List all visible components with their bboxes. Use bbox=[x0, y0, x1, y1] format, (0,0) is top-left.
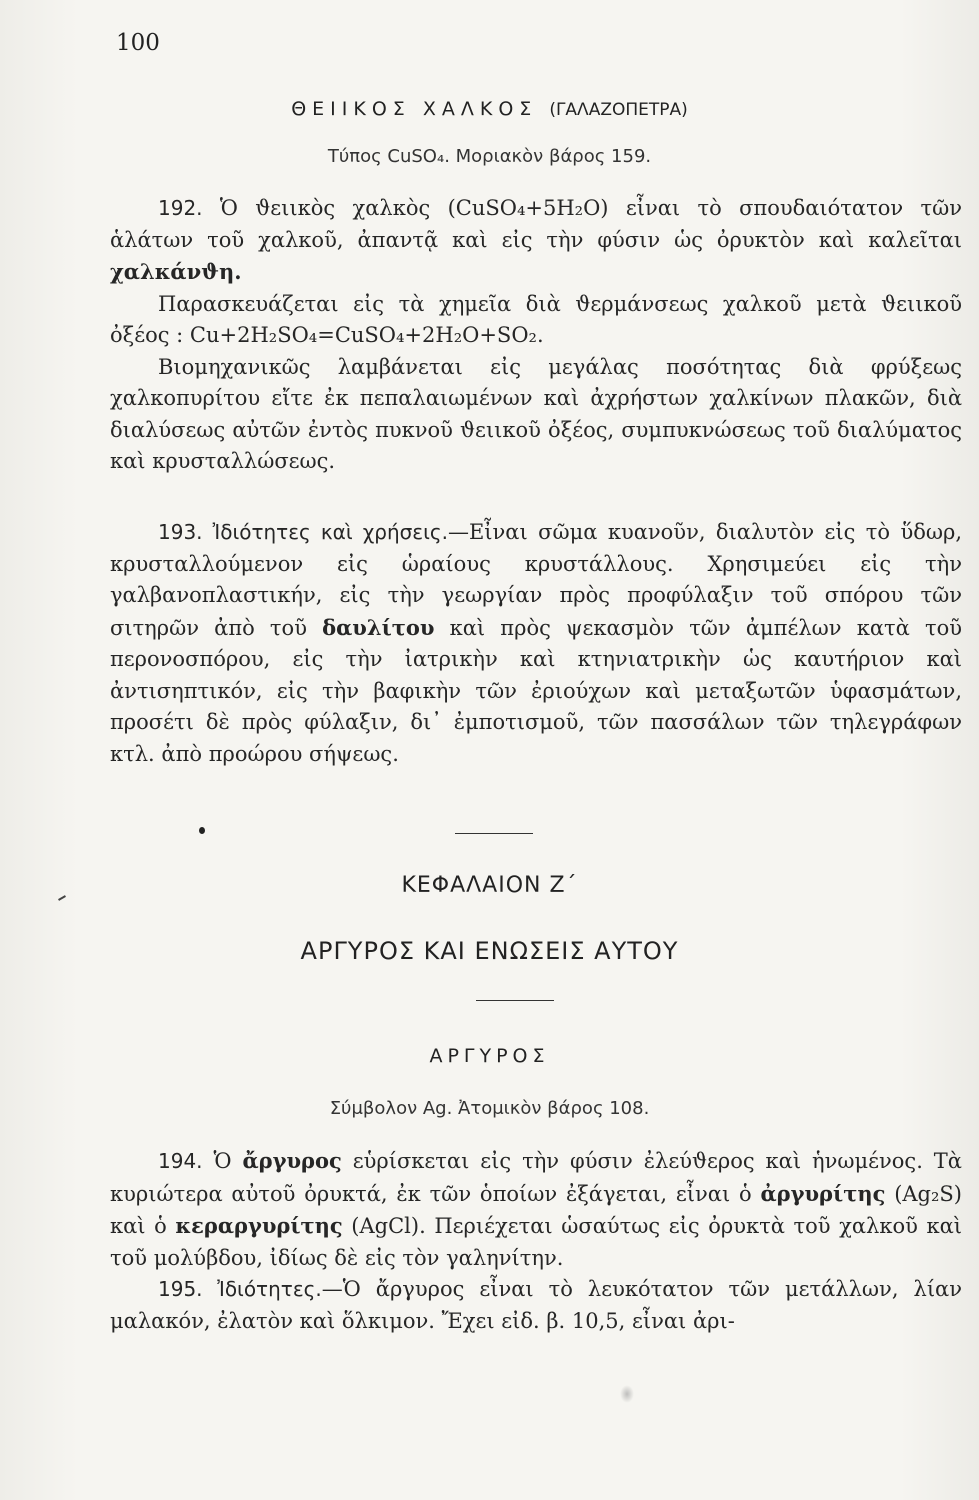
bold-term: κεραργυρίτης bbox=[175, 1213, 343, 1238]
subsection-title: ΑΡΓΥΡΟΣ bbox=[429, 1045, 550, 1067]
text: (Ag₂S) καὶ ὁ bbox=[110, 1181, 962, 1238]
bold-term: ἄργυρος bbox=[242, 1148, 342, 1173]
paragraph-193 bbox=[110, 517, 962, 770]
divider-rule bbox=[455, 833, 533, 834]
body-block-3 bbox=[110, 1145, 962, 1337]
text: καὶ πρὸς ψεκασμὸν τῶν ἀμπέλων κατὰ τοῦ περονοσπόρου, εἰς τὴν ἰατρικὴν καὶ κτηνιατρικὴν ὡς καυτήριον καὶ ἀντισηπτικόν, εἰς τὴν βαφικὴν τῶν ἐριούχων καὶ μεταξωτῶν ὑφασμάτων, προσέτι δὲ πρὸς φύλαξιν, δι᾿ ἐμποτισμοῦ, τῶν πασσάλων τῶν τηλεγράφων κτλ. ἀπὸ προώρου σήψεως. bbox=[110, 615, 962, 766]
paragraph-industrial: Βιομηχανικῶς λαμβάνεται εἰς μεγάλας ποσότητας διὰ φρύξεως χαλκοπυρίτου εἴτε ἐκ πεπαλαιωμένων καὶ ἀχρήστων χαλκίνων πλακῶν, διὰ διαλύσεως αὐτῶν ἐντὸς πυκνοῦ ϑειικοῦ ὀξέος, συμπυκνώσεως τοῦ διαλύματος καὶ κρυσταλλώσεως. bbox=[110, 354, 962, 473]
section-title bbox=[0, 98, 979, 120]
text: εὑρίσκεται εἰς τὴν φύσιν ἐλεύϑερος καὶ ἡνωμένος. Τὰ κυριώτερα αὐτοῦ ὀρυκτά, ἐκ τῶν ὁποίων ἐξάγεται, εἶναι ὁ bbox=[110, 1149, 962, 1206]
bold-term: ἀργυρίτης bbox=[760, 1180, 886, 1206]
paragraph-heading: Ἰδιότητες καὶ χρήσεις. bbox=[202, 520, 448, 544]
paragraph-195 bbox=[110, 1274, 962, 1337]
section-title-sub: (ΓΑΛΑΖΟΠΕΤΡΑ) bbox=[549, 100, 688, 120]
text: Ὁ bbox=[202, 1149, 243, 1173]
formula-line: Τύπος CuSO₄. Μοριακὸν βάρος 159. bbox=[327, 146, 652, 167]
ink-smudge bbox=[620, 1385, 634, 1403]
text: —Ὁ ἄργυρος εἶναι τὸ λευκότατον τῶν μετάλλων, λίαν μαλακόν, ἐλατὸν καὶ ὅλκιμον. Ἔχει εἰδ. β. 10,5, εἶναι ἀρι- bbox=[110, 1277, 962, 1333]
text: (AgCl). Περιέχεται ὡσαύτως εἰς ὀρυκτὰ τοῦ χαλκοῦ καὶ τοῦ μολύβδου, ἰδίως δὲ εἰς τὸν γαληνίτην. bbox=[110, 1214, 962, 1270]
paragraph-number: 194. bbox=[158, 1149, 203, 1173]
bold-term: δαυλίτου bbox=[322, 614, 435, 640]
body-block-1 bbox=[110, 193, 962, 478]
paragraph-number: 195. bbox=[158, 1277, 203, 1301]
bold-term: χαλκάνϑη. bbox=[110, 259, 242, 284]
section-title-main: ΘΕΙΙΚΟΣ ΧΑΛΚΟΣ bbox=[291, 98, 538, 120]
text: —Εἶναι σῶμα κυανοῦν, διαλυτὸν εἰς τὸ ὕδωρ, κρυσταλλούμενον εἰς ὡραίους κρυστάλλους. Χρησιμεύει εἰς τὴν γαλβανοπλαστικήν, εἰς τὴν γεωργίαν πρὸς προφύλαξιν τοῦ σπόρου τῶν σιτηρῶν ἀπὸ τοῦ bbox=[110, 520, 962, 640]
paragraph-192 bbox=[110, 193, 962, 289]
paragraph-number: 192. bbox=[158, 196, 203, 220]
paragraph-preparation: Παρασκευάζεται εἰς τὰ χημεῖα διὰ ϑερμάνσεως χαλκοῦ μετὰ ϑειικοῦ ὀξέος : Cu+2H₂SO₄=CuSO₄+2H₂O+SO₂. bbox=[110, 291, 962, 347]
paragraph-number: 193. bbox=[158, 520, 203, 544]
ink-dot bbox=[199, 827, 205, 834]
chapter-label: ΚΕΦΑΛΑΙΟΝ Ζ΄ bbox=[401, 873, 578, 898]
symbol-line: Σύμβολον Ag. Ἀτομικὸν βάρος 108. bbox=[329, 1098, 650, 1119]
text: Ὁ ϑειικὸς χαλκὸς bbox=[202, 196, 448, 220]
page-number: 100 bbox=[116, 30, 160, 56]
chapter-title: ΑΡΓΥΡΟΣ ΚΑΙ ΕΝΩΣΕΙΣ ΑΥΤΟΥ bbox=[300, 937, 679, 965]
paragraph-heading: Ἰδιότητες. bbox=[202, 1277, 322, 1301]
text: εἶναι τὸ σπουδαιότατον τῶν ἁλάτων τοῦ χαλκοῦ, ἀπαντᾷ καὶ εἰς τὴν φύσιν ὡς ὀρυκτὸν καὶ καλεῖται bbox=[110, 196, 962, 252]
formula-inline: (CuSO₄+5H₂O) bbox=[447, 196, 609, 220]
divider-rule bbox=[476, 1000, 554, 1001]
body-block-2 bbox=[110, 517, 962, 770]
paragraph-194 bbox=[110, 1145, 962, 1274]
